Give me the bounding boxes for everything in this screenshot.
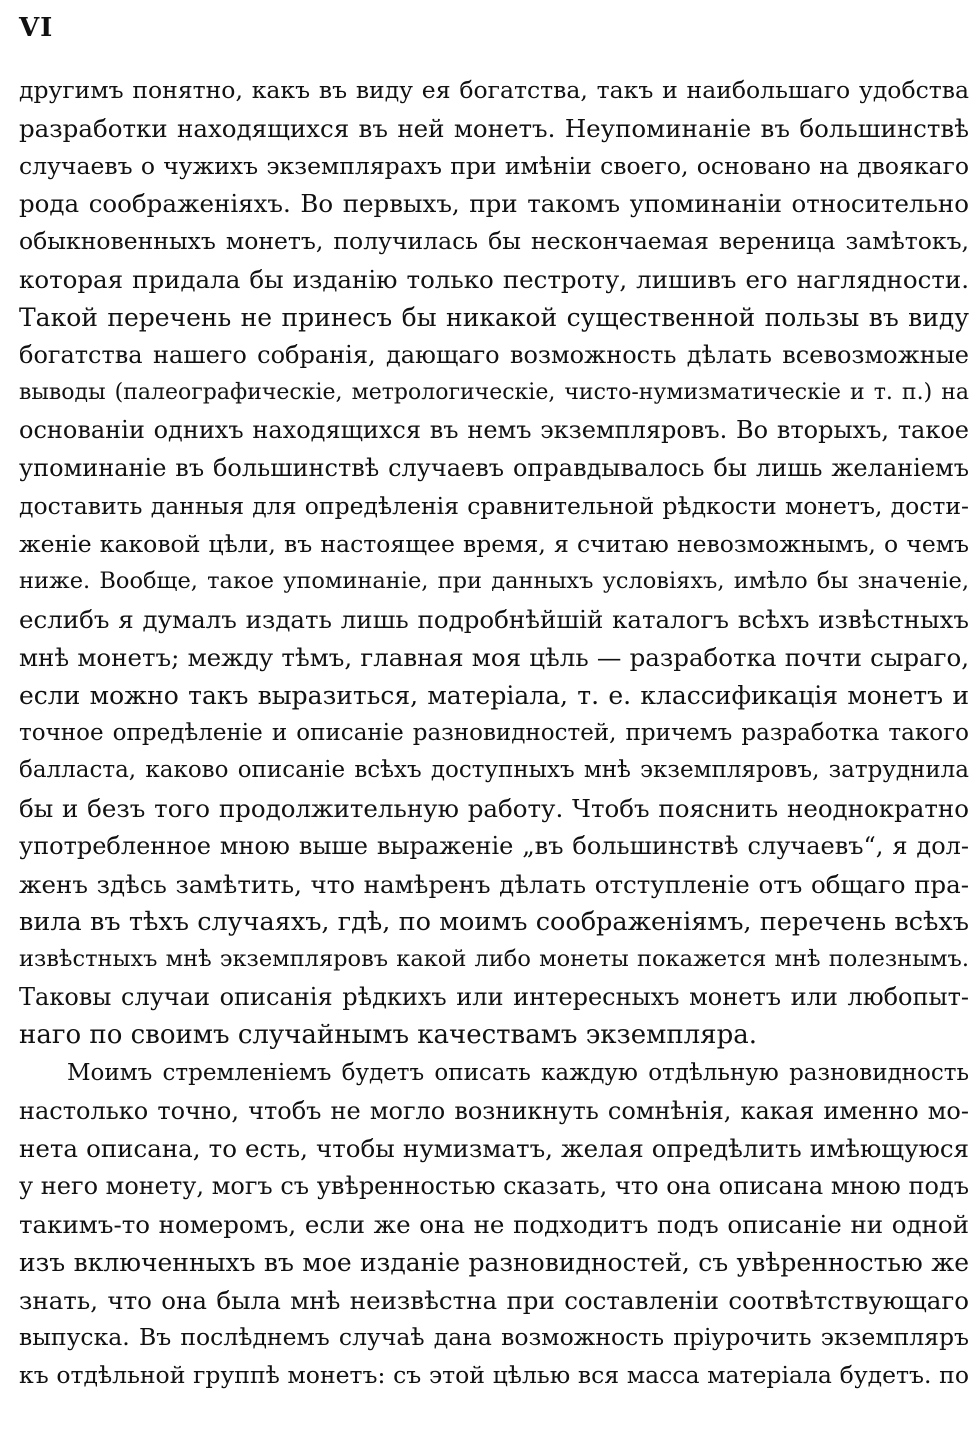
text-line: нета описана, то есть, чтобы нумизматъ, желая опредѣлить имѣющуюся	[19, 1134, 969, 1164]
text-line: употребленное мною выше выраженіе „въ большинствѣ случаевъ“, я дол-	[19, 831, 969, 860]
text-line: изъ включенныхъ въ мое изданіе разновидностей, съ увѣренностью же	[19, 1247, 969, 1277]
paragraph-last-line: наго по своимъ случайнымъ качествамъ экземпляра.	[19, 1019, 757, 1050]
text-line: рода соображеніяхъ. Во первыхъ, при такомъ упоминаніи относительно	[19, 189, 969, 219]
text-line: настолько точно, чтобъ не могло возникнуть сомнѣнія, какая именно мо-	[19, 1096, 969, 1125]
text-line: основаніи однихъ находящихся въ немъ экземпляровъ. Во вторыхъ, такое	[19, 416, 969, 445]
text-line: ниже. Вообще, такое упоминаніе, при данныхъ условіяхъ, имѣло бы значеніе,	[19, 568, 969, 595]
text-line: Таковы случаи описанія рѣдкихъ или интересныхъ монетъ или любопыт-	[19, 983, 969, 1012]
paragraph-first-line: Моимъ стремленіемъ будетъ описать каждую отдѣльную разновидность	[67, 1059, 969, 1086]
text-line: бы и безъ того продолжительную работу. Чтобъ пояснить неоднократно	[19, 794, 969, 824]
text-line: балласта, каково описаніе всѣхъ доступныхъ мнѣ экземпляровъ, затруднила	[19, 757, 969, 784]
text-line: точное опредѣленіе и описаніе разновидностей, причемъ разработка такого	[19, 719, 969, 746]
text-line: богатства нашего собранія, дающаго возможность дѣлать всевозможные	[19, 340, 969, 369]
text-line: выпуска. Въ послѣднемъ случаѣ дана возможность пріурочить экземпляръ	[19, 1323, 969, 1352]
text-line: если можно такъ выразиться, матеріала, т. е. классификація монетъ и	[19, 680, 969, 710]
text-line: случаевъ о чужихъ экземплярахъ при имѣніи своего, основано на двоякаго	[19, 151, 969, 180]
text-line: извѣстныхъ мнѣ экземпляровъ какой либо монеты покажется мнѣ полезнымъ.	[19, 946, 969, 973]
text-line: вила въ тѣхъ случаяхъ, гдѣ, по моимъ соображеніямъ, перечень всѣхъ	[19, 906, 969, 937]
text-line: доставить данныя для опредѣленія сравнительной рѣдкости монетъ, дости-	[19, 491, 969, 520]
text-line: еслибъ я думалъ издать лишь подробнѣйшій каталогъ всѣхъ извѣстныхъ	[19, 605, 969, 635]
text-line: другимъ понятно, какъ въ виду ея богатства, такъ и наибольшаго удобства	[19, 76, 969, 104]
text-line: разработки находящихся въ ней монетъ. Неупоминаніе въ большинствѣ	[19, 113, 969, 143]
text-line: къ отдѣльной группѣ монетъ: съ этой цѣлью вся масса матеріала будетъ. по	[19, 1361, 969, 1390]
text-line: которая придала бы изданію только пестроту, лишивъ его наглядности.	[19, 264, 969, 294]
text-line: выводы (палеографическіе, метрологическіе, чисто-нумизматическіе и т. п.) на	[19, 380, 969, 406]
text-line: Такой перечень не принесъ бы никакой существенной пользы въ виду	[19, 302, 969, 332]
text-line: мнѣ монетъ; между тѣмъ, главная моя цѣль — разработка почти сыраго,	[19, 642, 969, 672]
text-line: у него монету, могъ съ увѣренностью сказать, что она описана мною подъ	[19, 1172, 969, 1201]
text-line: такимъ-то номеромъ, если же она не подходитъ подъ описаніе ни одной	[19, 1209, 969, 1239]
page-number: VI	[19, 13, 54, 43]
text-line: обыкновенныхъ монетъ, получилась бы нескончаемая вереница замѣтокъ,	[19, 227, 969, 256]
text-line: знать, что она была мнѣ неизвѣстна при составленіи соотвѣтствующаго	[19, 1285, 969, 1315]
body-text	[19, 72, 969, 1395]
text-line: упоминаніе въ большинствѣ случаевъ оправдывалось бы лишь желаніемъ	[19, 453, 969, 482]
text-line: женіе каковой цѣли, въ настоящее время, я считаю невозможнымъ, о чемъ	[19, 529, 969, 558]
text-line: женъ здѣсь замѣтить, что намѣренъ дѣлать отступленіе отъ общаго пра-	[19, 869, 969, 899]
